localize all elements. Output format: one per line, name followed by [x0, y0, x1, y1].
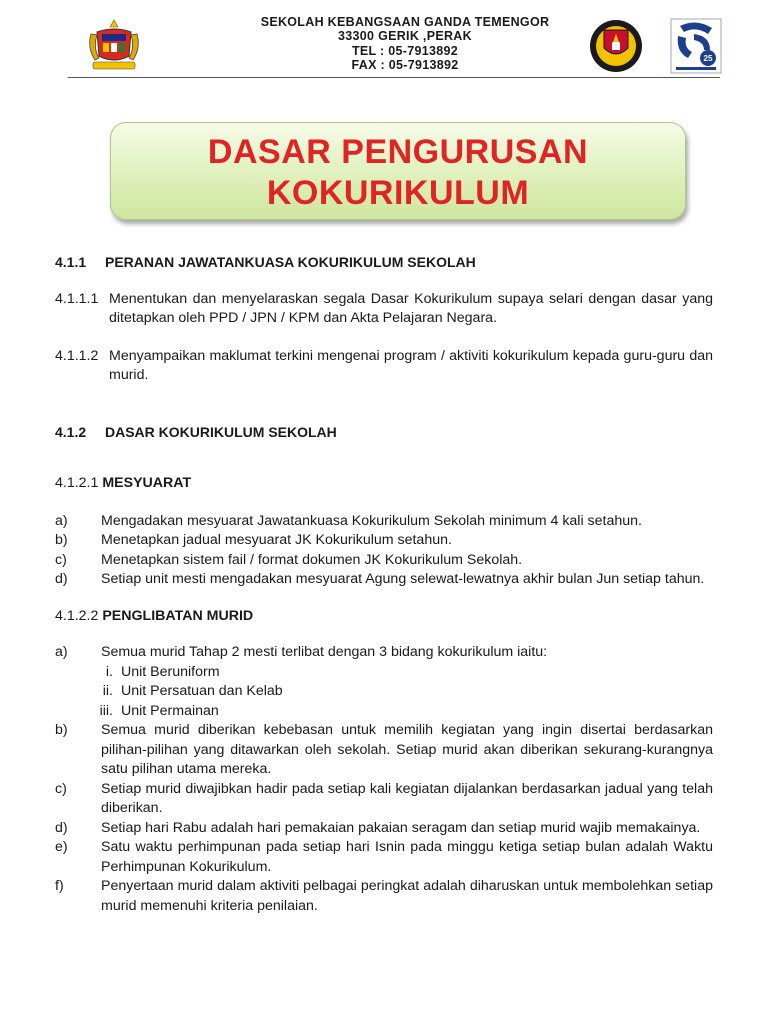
list-item: d) Setiap hari Rabu adalah hari pemakaian pakaian seragam dan setiap murid wajib memakainya.: [55, 819, 701, 836]
school-fax: FAX : 05-7913892: [351, 58, 459, 73]
coat-of-arms-logo: [85, 18, 143, 72]
paragraph-4-1-1-1: 4.1.1.1 Menentukan dan menyelaraskan segala Dasar Kokurikulum supaya selari dengan dasar yang ditetapkan oleh PPD / JPN / KPM dan Akta Pelajaran Negara.: [55, 290, 713, 326]
sub-list-item: i. Unit Beruniform: [105, 663, 220, 680]
school-address: [200, 15, 610, 73]
title-line-2: KOKURIKULUM: [266, 174, 530, 212]
document-title-box: [110, 122, 686, 220]
list-item: b) Menetapkan jadual mesyuarat JK Kokurikulum setahun.: [55, 532, 452, 548]
list-item: b) Semua murid diberikan kebebasan untuk memilih kegiatan yang ingin disertai berdasarkan pilihan-pilihan yang ditawarkan oleh sekolah. Setiap murid akan diberikan sekurang-kurangnya satu pilihan utama mereka.: [55, 722, 713, 777]
list-item: a) Semua murid Tahap 2 mesti terlibat dengan 3 bidang kokurikulum iaitu:: [55, 644, 548, 660]
paragraph-4-1-1-2: 4.1.1.2 Menyampaikan maklumat terkini mengenai program / aktiviti kokurikulum kepada guru-guru dan murid.: [55, 347, 713, 383]
header-divider: [68, 77, 720, 78]
section-heading-4-1-2: 4.1.2 DASAR KOKURIKULUM SEKOLAH: [55, 423, 337, 440]
school-tel: TEL : 05-7913892: [351, 43, 459, 58]
list-item: c) Menetapkan sistem fail / format dokumen JK Kokurikulum Sekolah.: [55, 551, 523, 568]
school-name: SEKOLAH KEBANGSAAN GANDA TEMENGOR: [260, 15, 550, 29]
subheading-4-1-2-2: 4.1.2.2 PENGLIBATAN MURID: [55, 607, 254, 624]
sub-list-item: ii. Unit Persatuan dan Kelab: [102, 683, 283, 699]
document-body: [55, 253, 713, 916]
list-item: c) Setiap murid diwajibkan hadir pada setiap kali kegiatan dijalankan berdasarkan jadual yang telah diberikan.: [55, 780, 713, 816]
subheading-4-1-2-1: 4.1.2.1 MESYUARAT: [55, 475, 192, 491]
letterhead: [0, 0, 768, 80]
title-line-1: DASAR PENGURUSAN: [207, 133, 589, 171]
list-item: e) Satu waktu perhimpunan pada setiap hari Isnin pada minggu ketiga setiap bulan adalah Waktu Perhimpunan Kokurikulum.: [55, 839, 713, 875]
school-city: 33300 GERIK ,PERAK: [338, 29, 472, 44]
list-item: a) Mengadakan mesyuarat Jawatankuasa Kokurikulum Sekolah minimum 4 kali setahun.: [55, 512, 642, 529]
svg-text:25: 25: [703, 54, 713, 63]
school-crest-logo: [586, 18, 646, 74]
sub-list-item: iii. Unit Permainan: [99, 702, 219, 719]
section-heading-4-1-1: 4.1.1 PERANAN JAWATANKUASA KOKURIKULUM SEKOLAH: [55, 254, 476, 270]
list-item: d) Setiap unit mesti mengadakan mesyuarat Agung selewat-lewatnya akhir bulan Jun setiap tahun.: [55, 571, 705, 587]
anniversary-logo: [670, 18, 722, 74]
list-item: f) Penyertaan murid dalam aktiviti pelbagai peringkat adalah diharuskan untuk membolehkan setiap murid memenuhi kriteria penilaian.: [55, 878, 713, 914]
